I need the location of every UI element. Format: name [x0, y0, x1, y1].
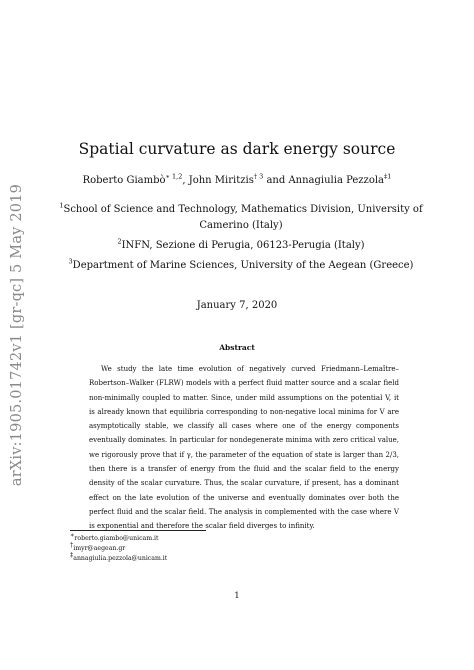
affiliation-mark: 2 [117, 237, 122, 246]
author-separator: , [182, 175, 189, 186]
author-mark: ∗ 1,2 [165, 172, 183, 181]
abstract-paragraph: We study the late time evolution of negatively curved Friedmann–Lemaître–Robertson–Walker (FLRW) models with a perfect fluid matter source and a scalar field non-minimally coupled to matter. Since, under mild assumptions on the potential V, it is already known that equilibria corresponding to non-negative local minima for V are asymptotically stable, we classify all cases where one of the energy components eventually dominates. In particular for nondegenerate minima with zero critical value, we rigorously prove that if γ, the parameter of the equation of state is larger than 2/3, then there is a transfer of energy from the fluid and the scalar field to the energy density of the scalar curvature. Thus, the scalar curvature, if present, has a dominant effect on the late evolution of the universe and eventually dominates over both the perfect fluid and the scalar field. The analysis in complemented with the case where V is exponential and therefore the scalar field diverges to infinity. [89, 365, 399, 531]
footnote-email: imyr@aegean.gr [73, 545, 126, 553]
footnote-mark: ‡ [70, 551, 74, 560]
arxiv-identifier-text: arXiv:1905.01742v1 [gr-qc] 5 May 2019 [9, 183, 25, 487]
footnote-divider [70, 530, 206, 531]
affiliation-text: INFN, Sezione di Perugia, 06123-Perugia (Italy) [121, 240, 365, 251]
author-name: Annagiulia Pezzola [288, 175, 385, 186]
footnote-mark: † [70, 541, 74, 550]
author-name: John Miritzis [188, 175, 254, 186]
page-number: 1 [234, 591, 240, 601]
affiliation-text: Department of Marine Sciences, University of the Aegean (Greece) [72, 260, 414, 271]
author-mark: ‡1 [384, 172, 392, 181]
author-list [0, 172, 474, 186]
footnotes [70, 530, 168, 565]
affiliation [56, 258, 426, 274]
footnote-mark: ∗ [70, 530, 75, 539]
affiliation-mark: 3 [68, 257, 73, 266]
paper-date: January 7, 2020 [196, 300, 278, 311]
abstract-heading: Abstract [219, 343, 255, 352]
arxiv-identifier-stamp [6, 170, 28, 500]
footnote [70, 530, 167, 544]
paper-title: Spatial curvature as dark energy source [78, 140, 396, 158]
affiliation-text: School of Science and Technology, Mathematics Division, University of Camerino (Italy) [63, 204, 423, 231]
affiliation [56, 238, 426, 254]
author-separator: and [263, 175, 289, 186]
affiliation-mark: 1 [59, 201, 64, 210]
abstract-body [89, 362, 399, 534]
footnote [70, 541, 167, 554]
affiliation [56, 202, 426, 234]
footnote-email: annagiulia.pezzola@unicam.it [73, 555, 168, 563]
author-mark: † 3 [253, 172, 264, 181]
footnote-email: roberto.giambo@unicam.it [74, 535, 159, 542]
author-name: Roberto Giambò [82, 175, 166, 186]
footnote [70, 551, 168, 564]
